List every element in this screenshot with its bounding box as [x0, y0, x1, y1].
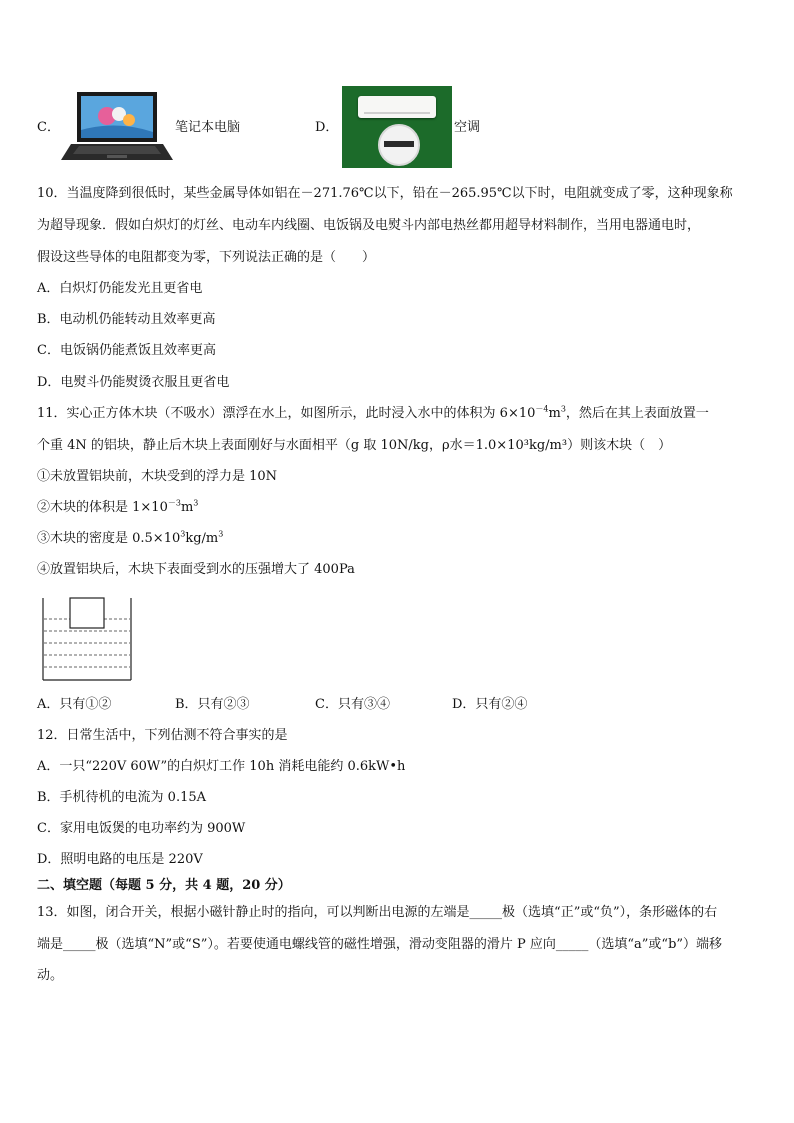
q11-option-a: A．只有①② [37, 697, 112, 712]
q11-option-d: D．只有②④ [452, 697, 528, 712]
q11-stem-line2: 个重 4N 的铝块，静止后木块上表面刚好与水面相平（g 取 10N/kg，ρ水＝1.0×10³kg/m³）则该木块（ ） [37, 438, 672, 453]
q11-option-c: C．只有③④ [315, 697, 390, 712]
section-heading: 二、填空题（每题 5 分，共 4 题，20 分） [37, 878, 291, 893]
option-d-text: 空调 [454, 120, 481, 135]
option-c-text: 笔记本电脑 [175, 120, 241, 135]
q10-option-c: C．电饭锅仍能煮饭且效率更高 [37, 343, 216, 358]
q13-stem-line1: 13．如图，闭合开关，根据小磁针静止时的指向，可以判断出电源的左端是_____极（选填“正”或“负”），条形磁体的右 [37, 905, 718, 920]
q11-stem-line1: 11．实心正方体木块（不吸水）漂浮在水上，如图所示，此时浸入水中的体积为 $6\times 10^{-4}m^3$，然后在其上表面放置一 [37, 404, 709, 421]
q11-statement-4: ④放置铝块后，木块下表面受到水的压强增大了 400Pa [37, 562, 355, 577]
q11-statement-1: ①未放置铝块前，木块受到的浮力是 10N [37, 469, 278, 484]
laptop-image [61, 90, 173, 166]
q13-stem-line2: 端是_____极（选填“N”或“S”）。若要使通电螺线管的磁性增强，滑动变阻器的滑片 P 应向_____（选填“a”或“b”）端移 [37, 937, 723, 952]
q11-statement-3: ③木块的密度是 $0.5\times 10^3kg/m^3$ [37, 529, 224, 546]
q10-option-a: A．白炽灯仍能发光且更省电 [37, 281, 203, 296]
q12-option-b: B．手机待机的电流为 0.15A [37, 790, 207, 805]
q12-stem: 12．日常生活中，下列估测不符合事实的是 [37, 728, 288, 743]
q10-stem-line1: 10．当温度降到很低时，某些金属导体如铝在－271.76℃以下，铅在－265.95℃以下时，电阻就变成了零，这种现象称 [37, 186, 733, 201]
q10-stem-line3: 假设这些导体的电阻都变为零，下列说法正确的是（ ） [37, 250, 376, 265]
q12-option-c: C．家用电饭煲的电功率约为 900W [37, 821, 246, 836]
floating-block-diagram [40, 596, 134, 682]
ac-indoor-unit [358, 96, 436, 118]
q11-statement-2: ②木块的体积是 $1\times 10^{-3}m^3$ [37, 498, 199, 515]
option-c-letter: C． [37, 120, 60, 135]
q12-option-a: A．一只“220V 60W”的白炽灯工作 10h 消耗电能约 0.6kW•h [37, 759, 406, 774]
q10-option-b: B．电动机仍能转动且效率更高 [37, 312, 216, 327]
ac-logo-circle [378, 124, 420, 166]
air-conditioner-image [342, 86, 452, 168]
q10-option-d: D．电熨斗仍能熨烫衣服且更省电 [37, 375, 230, 390]
q11-option-b: B．只有②③ [175, 697, 250, 712]
q12-option-d: D．照明电路的电压是 220V [37, 852, 203, 867]
q10-stem-line2: 为超导现象．假如白炽灯的灯丝、电动车内线圈、电饭锅及电熨斗内部电热丝都用超导材料制作，当用电器通电时， [37, 218, 701, 233]
q13-stem-line3: 动。 [37, 968, 64, 983]
option-d-letter: D． [315, 120, 339, 135]
